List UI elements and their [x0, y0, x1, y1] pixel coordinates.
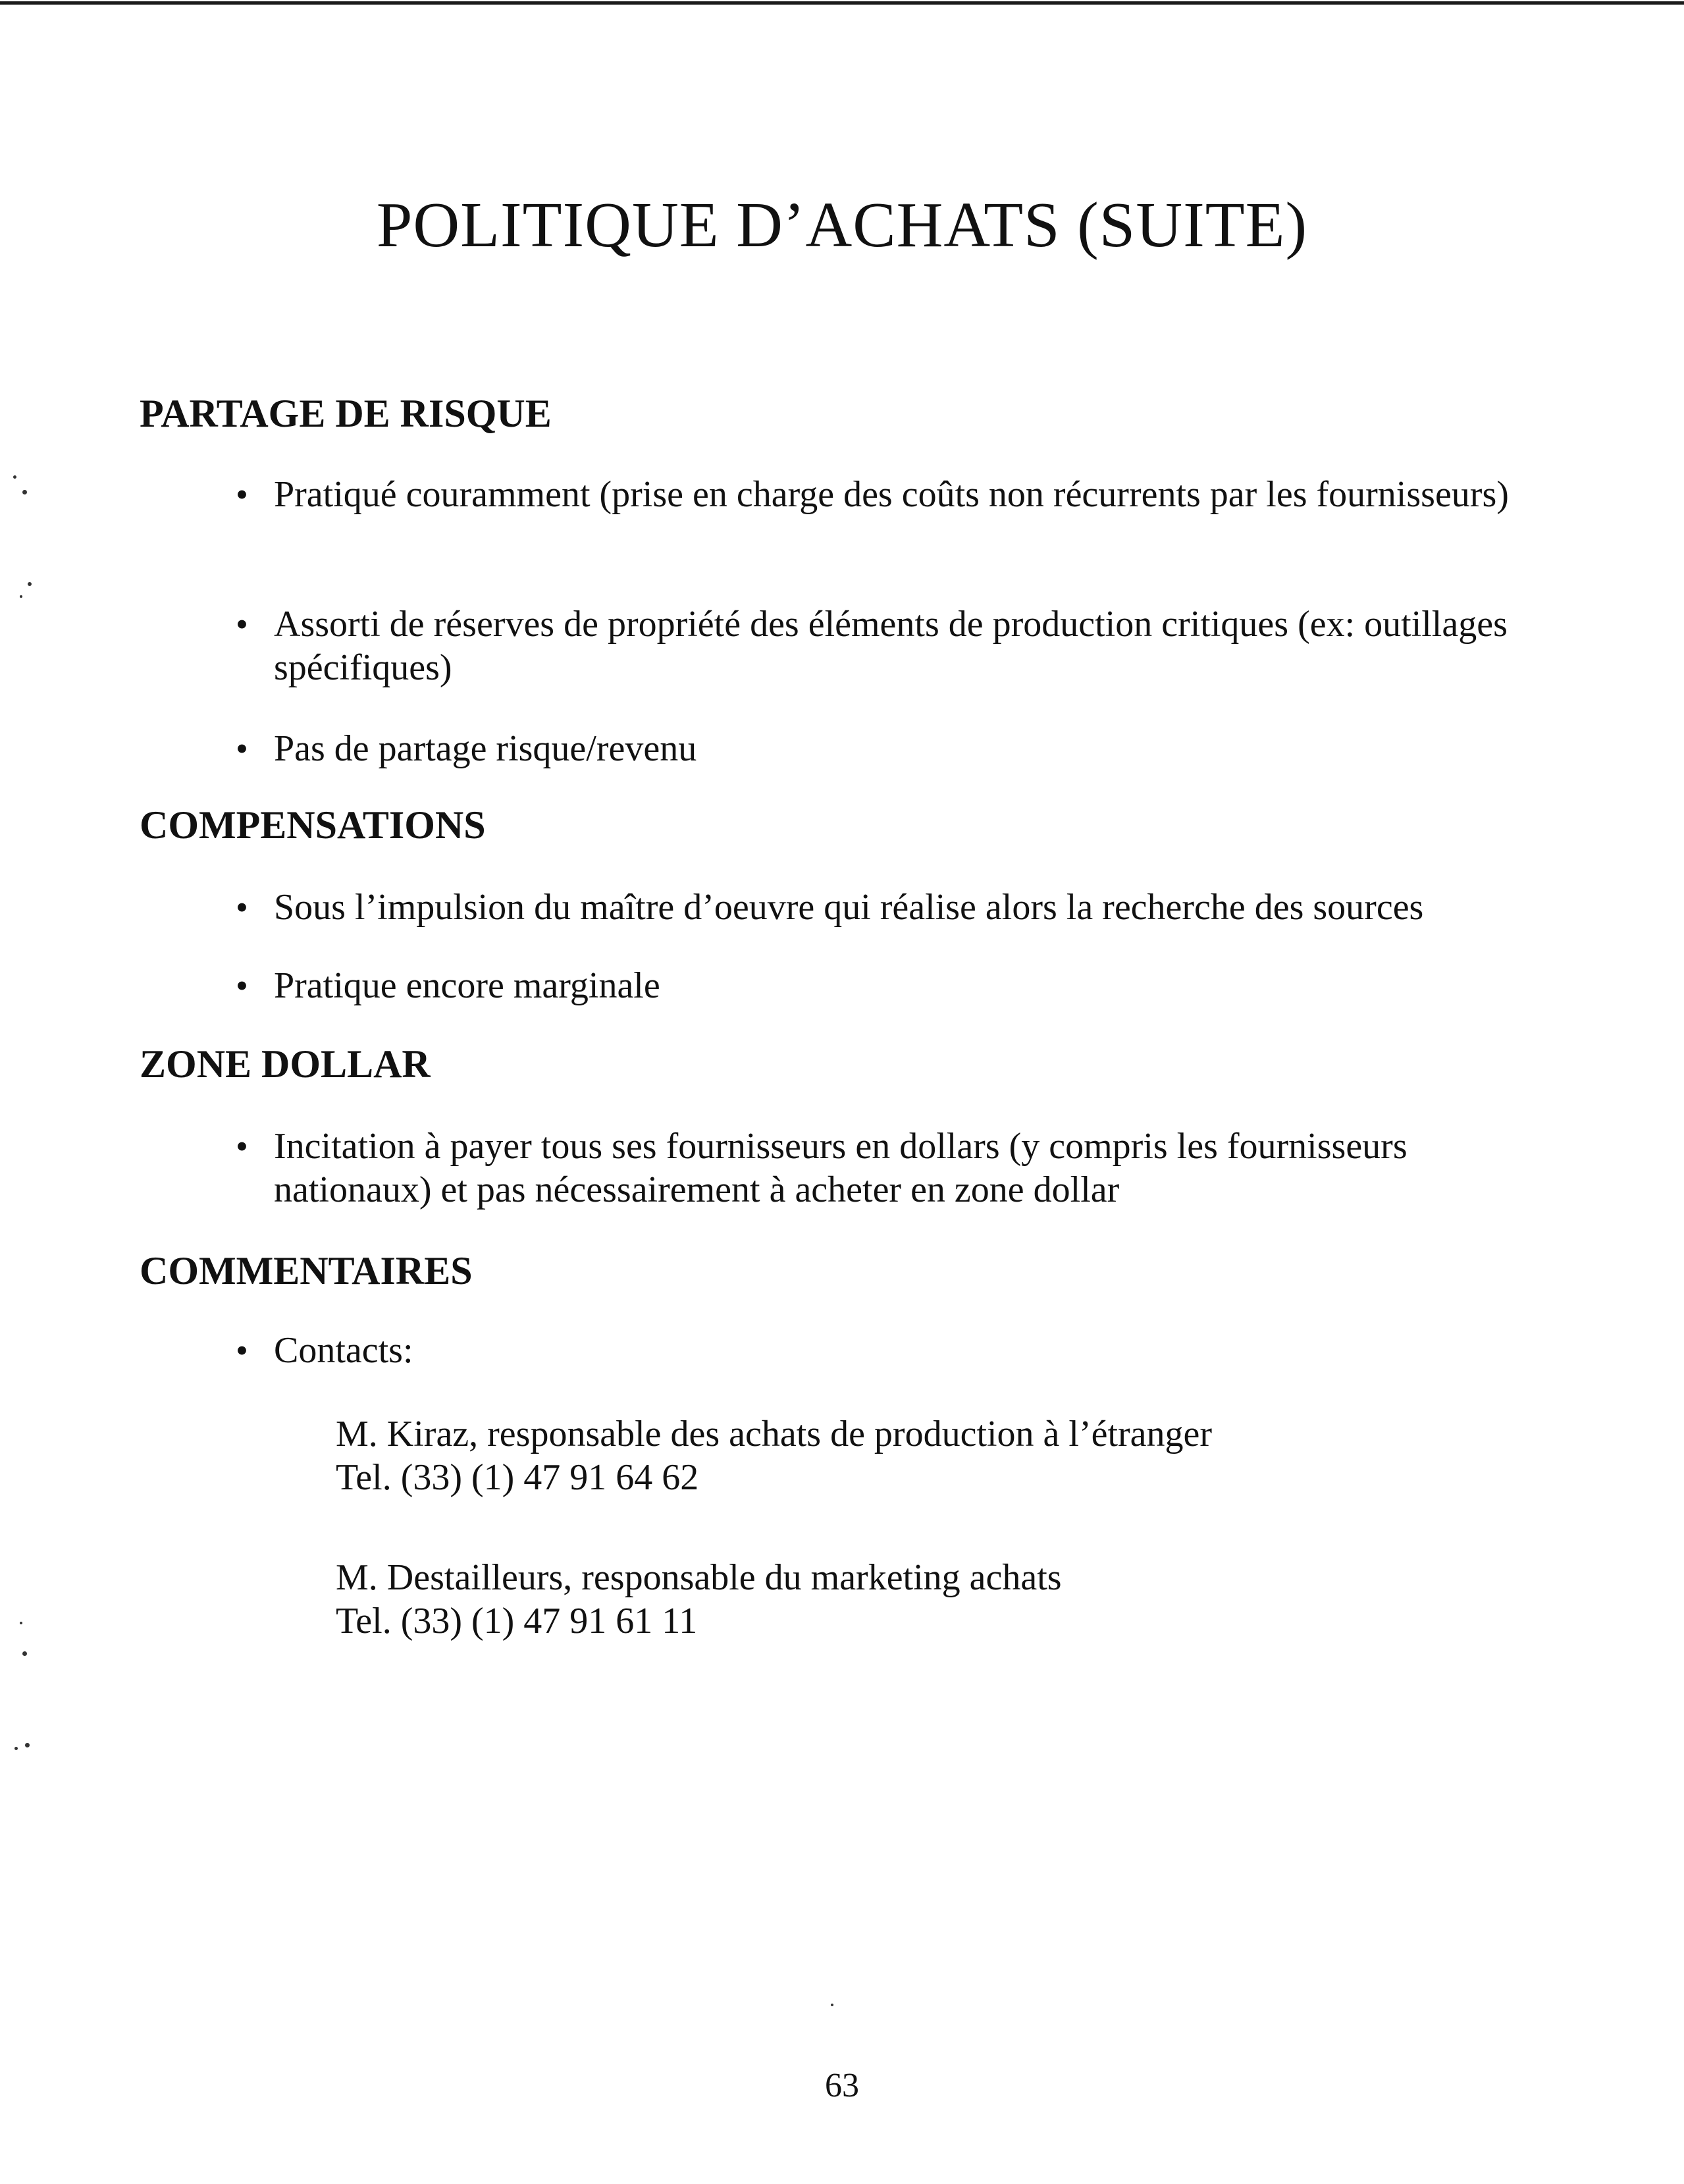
bullet-icon: •	[236, 1127, 248, 1166]
bullet-icon: •	[236, 604, 248, 644]
scan-speck	[28, 582, 32, 586]
contact-block	[336, 1412, 1212, 1499]
section-heading-commentaires: COMMENTAIRES	[140, 1249, 473, 1292]
bullet-text: Incitation à payer tous ses fournisseurs en dollars (y compris les fournisseurs nationaux) et pas nécessairement à acheter en zone dollar	[274, 1126, 1408, 1210]
contact-phone: Tel. (33) (1) 47 91 61 11	[336, 1601, 698, 1641]
list-item	[236, 602, 1526, 689]
contact-name: M. Kiraz, responsable des achats de production à l’étranger	[336, 1414, 1213, 1454]
scan-speck	[20, 595, 22, 598]
scan-speck	[14, 1747, 18, 1750]
bullet-text: Pas de partage risque/revenu	[274, 728, 697, 769]
scan-speck	[13, 475, 16, 479]
section-heading-zone-dollar: ZONE DOLLAR	[140, 1042, 431, 1086]
bullet-icon: •	[236, 1331, 248, 1370]
list-item	[236, 1329, 1526, 1372]
list-item	[236, 964, 1526, 1007]
list-item	[236, 473, 1526, 516]
scan-speck	[22, 490, 27, 494]
scan-speck	[831, 2004, 833, 2006]
contact-block	[336, 1556, 1062, 1643]
scan-speck	[20, 1622, 22, 1624]
bullet-icon: •	[236, 888, 248, 927]
list-item	[236, 886, 1526, 929]
bullet-icon: •	[236, 966, 248, 1005]
section-heading-partage-de-risque: PARTAGE DE RISQUE	[140, 392, 552, 435]
page-title: POLITIQUE D’ACHATS (SUITE)	[376, 190, 1308, 261]
bullet-text: Contacts:	[274, 1330, 413, 1371]
list-item	[236, 1125, 1526, 1212]
bullet-text: Pratiqué couramment (prise en charge des coûts non récurrents par les fournisseurs)	[274, 474, 1509, 515]
bullet-text: Assorti de réserves de propriété des éléments de production critiques (ex: outillages spécifiques)	[274, 604, 1508, 688]
section-heading-compensations: COMPENSATIONS	[140, 803, 486, 847]
bullet-text: Sous l’impulsion du maître d’oeuvre qui réalise alors la recherche des sources	[274, 887, 1424, 928]
list-item	[236, 727, 1526, 770]
scan-speck	[22, 1651, 27, 1656]
page-number: 63	[825, 2067, 859, 2104]
bullet-text: Pratique encore marginale	[274, 965, 660, 1006]
top-rule	[0, 1, 1684, 5]
bullet-icon: •	[236, 729, 248, 768]
scan-speck	[25, 1743, 30, 1747]
contact-phone: Tel. (33) (1) 47 91 64 62	[336, 1457, 699, 1498]
contact-name: M. Destailleurs, responsable du marketing achats	[336, 1557, 1062, 1598]
bullet-icon: •	[236, 475, 248, 514]
